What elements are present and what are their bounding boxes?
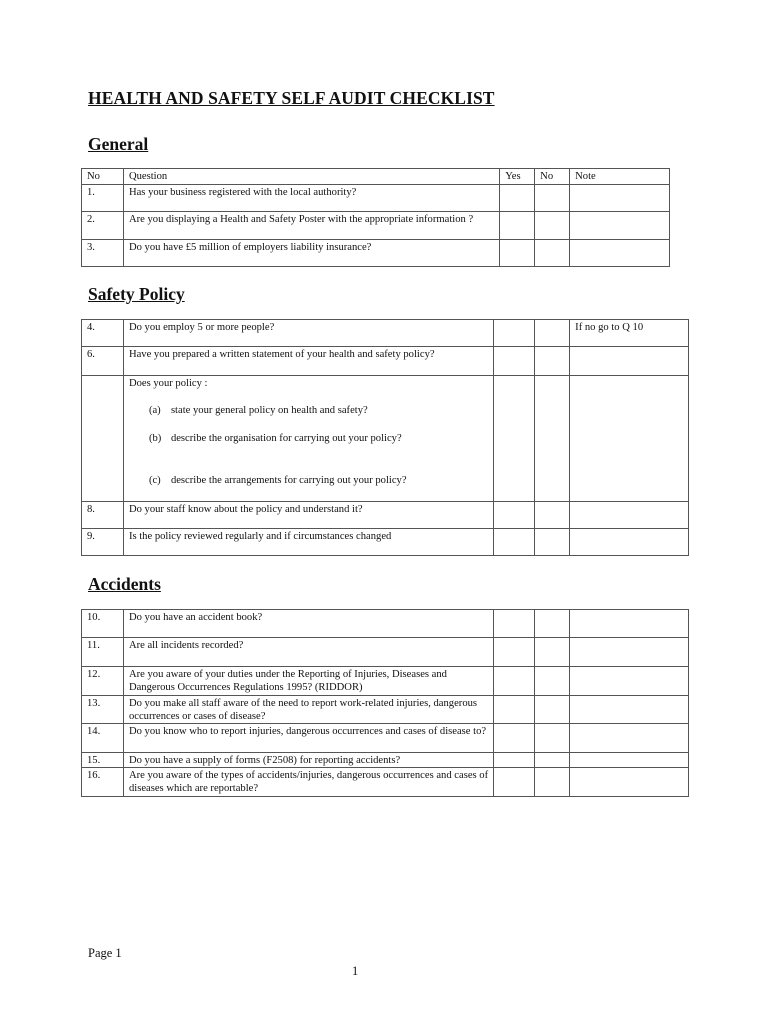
table-row [82,376,689,502]
table-row [82,212,670,240]
table-row [82,696,689,724]
table-row [82,753,689,768]
question-intro: Does your policy : [128,378,208,389]
no-cell[interactable] [535,753,570,768]
header-note: Note [570,169,670,185]
yes-cell[interactable] [500,212,535,240]
no-cell[interactable] [535,502,570,529]
table-row [82,638,689,667]
question-text: Do you employ 5 or more people? [123,320,493,347]
sub-item-text: describe the organisation for carrying out your policy? [170,433,402,444]
question-text: Do you have an accident book? [123,610,493,638]
question-text: Are you aware of your duties under the Reporting of Injuries, Diseases and Dangerous Occurrences Regulations 1995? (RIDDOR) [123,667,493,696]
document-title: HEALTH AND SAFETY SELF AUDIT CHECKLIST [88,88,495,108]
note-cell[interactable] [570,610,689,638]
yes-cell[interactable] [494,502,535,529]
no-cell[interactable] [535,724,570,753]
no-cell[interactable] [535,376,570,502]
question-number: 3. [82,240,124,267]
no-cell[interactable] [535,696,570,724]
note-cell[interactable] [570,376,689,502]
yes-cell[interactable] [494,529,535,556]
question-number: 11. [82,638,124,667]
sub-item-label: (c) [148,475,161,486]
note-cell[interactable] [570,502,689,529]
table-row [82,320,689,347]
sub-item-text: state your general policy on health and safety? [170,405,368,416]
yes-cell[interactable] [494,724,535,753]
question-text: Do you know who to report injuries, dangerous occurrences and cases of disease to? [123,724,493,753]
note-cell[interactable] [570,696,689,724]
question-text: Are you displaying a Health and Safety Poster with the appropriate information ? [123,212,499,240]
yes-cell[interactable] [494,696,535,724]
yes-cell[interactable] [494,768,535,797]
note-cell[interactable] [570,667,689,696]
question-number: 9. [82,529,124,556]
yes-cell[interactable] [494,347,535,376]
question-text: Do you have £5 million of employers liability insurance? [123,240,499,267]
question-text: Are all incidents recorded? [123,638,493,667]
question-text: Has your business registered with the local authority? [123,185,499,212]
note-cell[interactable] [570,638,689,667]
note-cell[interactable] [570,347,689,376]
footer-page-number: 1 [352,964,359,978]
question-number: 6. [82,347,124,376]
no-cell[interactable] [535,320,570,347]
no-cell[interactable] [535,240,570,267]
accidents-table [81,609,689,797]
question-number [82,376,124,502]
question-text: Do you make all staff aware of the need to report work-related injuries, dangerous occurrences or cases of disease? [123,696,493,724]
no-cell[interactable] [535,212,570,240]
sub-item-label: (b) [148,433,162,444]
yes-cell[interactable] [494,667,535,696]
yes-cell[interactable] [494,638,535,667]
section-heading-accidents: Accidents [88,574,161,594]
sub-item-label: (a) [148,405,161,416]
safety-policy-table [81,319,689,556]
yes-cell[interactable] [494,610,535,638]
question-text: Do you have a supply of forms (F2508) for reporting accidents? [123,753,493,768]
header-no-answer: No [535,169,570,185]
table-row [82,347,689,376]
sub-item-a [129,404,488,417]
section-heading-general: General [88,134,149,154]
no-cell[interactable] [535,610,570,638]
table-row [82,185,670,212]
question-number: 4. [82,320,124,347]
note-cell[interactable] [570,753,689,768]
note-cell[interactable] [570,724,689,753]
table-header-row [82,169,670,185]
general-table [81,168,670,267]
note-cell[interactable] [570,212,670,240]
header-question: Question [123,169,499,185]
note-cell[interactable] [570,529,689,556]
table-row [82,502,689,529]
question-text: Is the policy reviewed regularly and if circumstances changed [123,529,493,556]
sub-item-b [129,432,488,445]
table-row [82,667,689,696]
no-cell[interactable] [535,667,570,696]
question-number: 2. [82,212,124,240]
header-no: No [82,169,124,185]
question-number: 13. [82,696,124,724]
table-row [82,240,670,267]
yes-cell[interactable] [500,185,535,212]
question-number: 10. [82,610,124,638]
sub-item-text: describe the arrangements for carrying out your policy? [170,475,407,486]
note-cell[interactable]: If no go to Q 10 [570,320,689,347]
yes-cell[interactable] [494,753,535,768]
question-text: Have you prepared a written statement of your health and safety policy? [123,347,493,376]
section-heading-safety-policy: Safety Policy [88,284,185,304]
table-row [82,610,689,638]
no-cell[interactable] [535,347,570,376]
question-text [123,376,493,502]
question-number: 15. [82,753,124,768]
no-cell[interactable] [535,638,570,667]
table-row [82,724,689,753]
footer-page-label: Page 1 [88,946,122,960]
note-cell[interactable] [570,240,670,267]
question-text: Do your staff know about the policy and understand it? [123,502,493,529]
no-cell[interactable] [535,185,570,212]
yes-cell[interactable] [494,320,535,347]
question-number: 8. [82,502,124,529]
yes-cell[interactable] [500,240,535,267]
question-number: 1. [82,185,124,212]
no-cell[interactable] [535,529,570,556]
note-cell[interactable] [570,768,689,797]
question-number: 16. [82,768,124,797]
header-yes: Yes [500,169,535,185]
table-row [82,529,689,556]
sub-item-c [129,474,488,487]
question-text: Are you aware of the types of accidents/injuries, dangerous occurrences and cases of diseases which are reportable? [123,768,493,797]
question-number: 14. [82,724,124,753]
question-number: 12. [82,667,124,696]
yes-cell[interactable] [494,376,535,502]
no-cell[interactable] [535,768,570,797]
table-row [82,768,689,797]
note-cell[interactable] [570,185,670,212]
